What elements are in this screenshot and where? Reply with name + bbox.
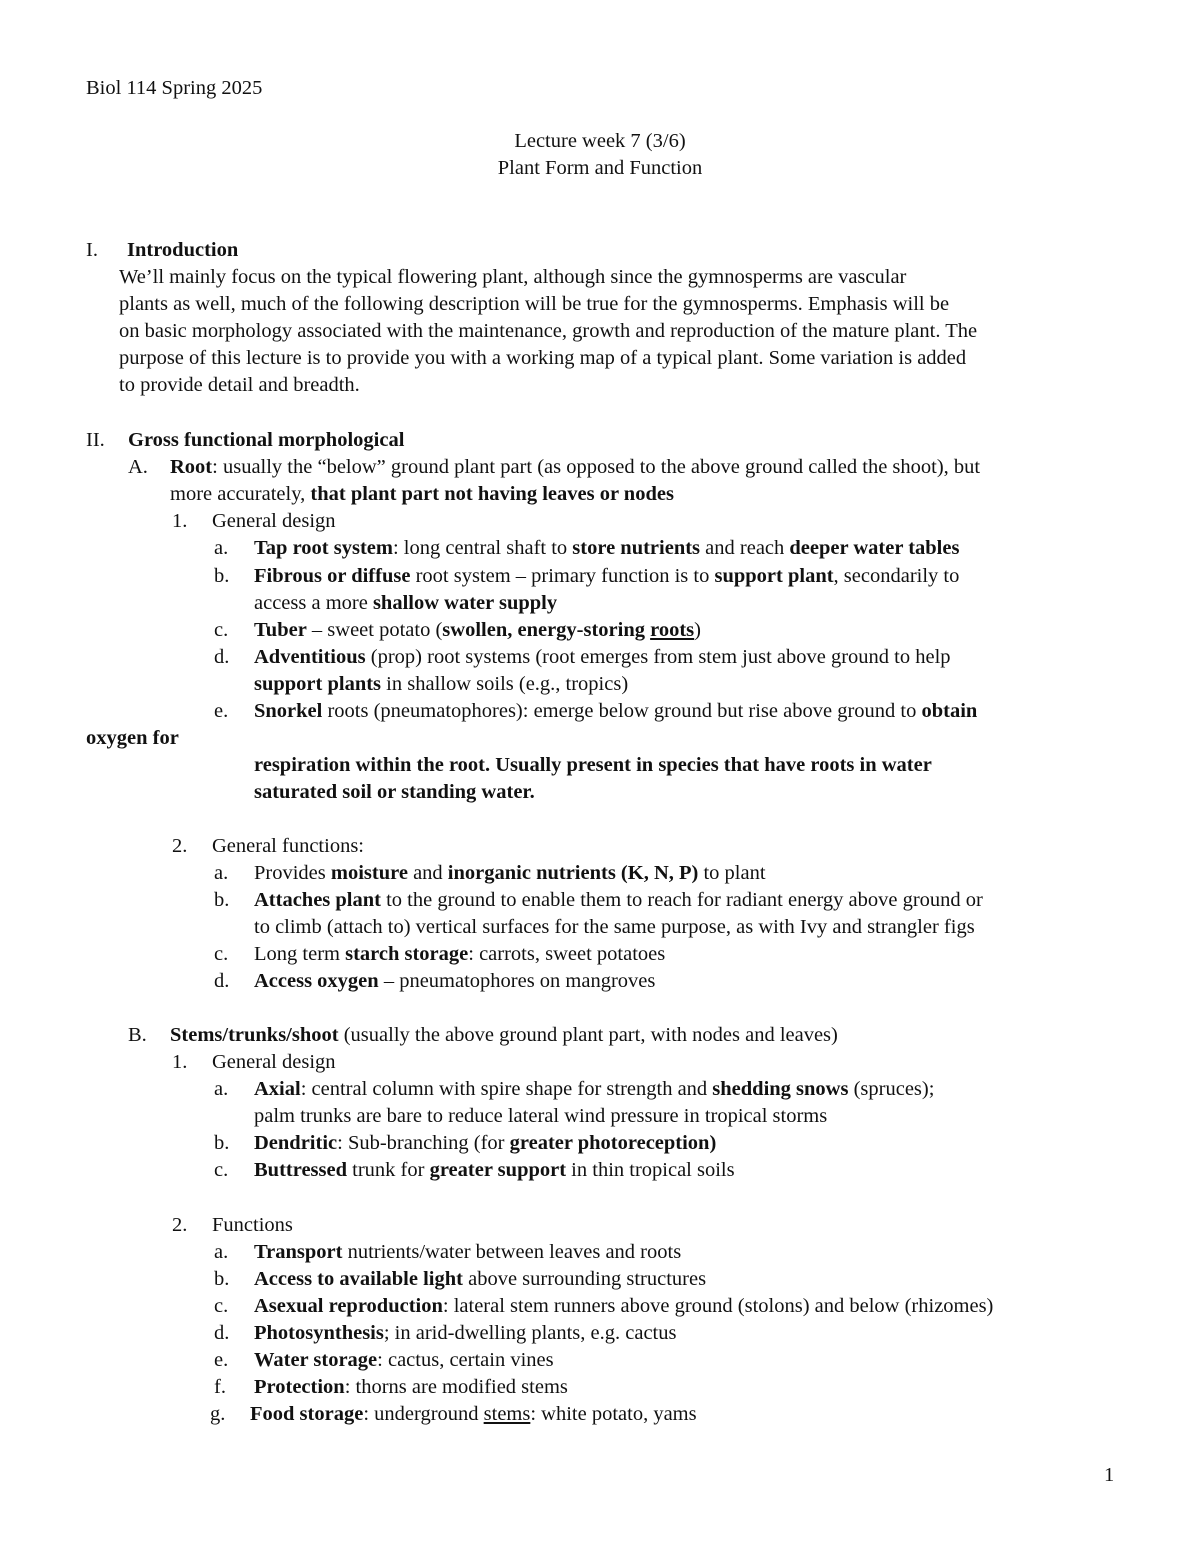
outline-label: e. <box>214 700 229 722</box>
subsection-title: General design <box>212 1051 336 1073</box>
outline-label: A. <box>128 456 148 478</box>
list-item: Asexual reproduction: lateral stem runners above ground (stolons) and below (rhizomes) <box>254 1295 994 1317</box>
outline-label: c. <box>214 1295 229 1317</box>
list-item: Attaches plant to the ground to enable them to reach for radiant energy above ground or <box>254 889 983 911</box>
list-item-continuation: support plants in shallow soils (e.g., tropics) <box>254 673 629 695</box>
course-header: Biol 114 Spring 2025 <box>86 77 263 99</box>
outline-label: c. <box>214 943 229 965</box>
subsection-title: General functions: <box>212 835 364 857</box>
lecture-title: Lecture week 7 (3/6) <box>514 130 686 152</box>
list-item: Adventitious (prop) root systems (root emerges from stem just above ground to help <box>254 646 951 668</box>
outline-label: b. <box>214 565 230 587</box>
list-item: Tap root system: long central shaft to store nutrients and reach deeper water tables <box>254 537 960 559</box>
outline-label: 1. <box>172 510 188 532</box>
list-item-continuation: saturated soil or standing water. <box>254 781 535 803</box>
outline-label: b. <box>214 1268 230 1290</box>
section-number: II. <box>86 429 105 451</box>
section-heading: Introduction <box>127 239 239 261</box>
root-definition-line: more accurately, that plant part not having leaves or nodes <box>170 483 674 505</box>
list-item-wrap: oxygen for <box>86 727 179 749</box>
paragraph-line: on basic morphology associated with the maintenance, growth and reproduction of the mature plant. The <box>119 320 978 342</box>
paragraph-line: plants as well, much of the following description will be true for the gymnosperms. Emphasis will be <box>119 293 950 315</box>
outline-label: B. <box>128 1024 147 1046</box>
list-item: Snorkel roots (pneumatophores): emerge below ground but rise above ground to obtain <box>254 700 978 722</box>
section-number: I. <box>86 239 98 261</box>
list-item: Tuber – sweet potato (swollen, energy-storing roots) <box>254 619 701 641</box>
page-number: 1 <box>1104 1464 1115 1486</box>
outline-label: a. <box>214 537 229 559</box>
outline-label: c. <box>214 1159 229 1181</box>
list-item: Protection: thorns are modified stems <box>254 1376 568 1398</box>
root-definition-line: Root: usually the “below” ground plant part (as opposed to the above ground called the shoot), but <box>170 456 981 478</box>
subsection-title: General design <box>212 510 336 532</box>
list-item: Axial: central column with spire shape for strength and shedding snows (spruces); <box>254 1078 935 1100</box>
outline-label: a. <box>214 1078 229 1100</box>
outline-label: g. <box>210 1403 226 1425</box>
list-item: Food storage: underground stems: white potato, yams <box>250 1403 697 1425</box>
list-item: Water storage: cactus, certain vines <box>254 1349 554 1371</box>
outline-label: 2. <box>172 835 188 857</box>
list-item: Access to available light above surrounding structures <box>254 1268 707 1290</box>
outline-label: b. <box>214 1132 230 1154</box>
outline-label: 2. <box>172 1214 188 1236</box>
list-item: Photosynthesis; in arid-dwelling plants, e.g. cactus <box>254 1322 677 1344</box>
outline-label: a. <box>214 1241 229 1263</box>
outline-label: e. <box>214 1349 229 1371</box>
list-item-continuation: respiration within the root. Usually present in species that have roots in water <box>254 754 932 776</box>
list-item-continuation: to climb (attach to) vertical surfaces for the same purpose, as with Ivy and strangler figs <box>254 916 975 938</box>
subsection-title: Functions <box>212 1214 293 1236</box>
list-item: Transport nutrients/water between leaves and roots <box>254 1241 682 1263</box>
outline-label: 1. <box>172 1051 188 1073</box>
paragraph-line: purpose of this lecture is to provide you with a working map of a typical plant. Some variation is added <box>119 347 967 369</box>
list-item: Fibrous or diffuse root system – primary function is to support plant, secondarily to <box>254 565 960 587</box>
stem-definition-line: Stems/trunks/shoot (usually the above ground plant part, with nodes and leaves) <box>170 1024 838 1046</box>
outline-label: d. <box>214 646 230 668</box>
list-item: Provides moisture and inorganic nutrients (K, N, P) to plant <box>254 862 766 884</box>
outline-label: f. <box>214 1376 226 1398</box>
paragraph-line: We’ll mainly focus on the typical flowering plant, although since the gymnosperms are vascular <box>119 266 907 288</box>
list-item: Access oxygen – pneumatophores on mangroves <box>254 970 656 992</box>
list-item: Long term starch storage: carrots, sweet potatoes <box>254 943 666 965</box>
lecture-subtitle: Plant Form and Function <box>497 157 703 179</box>
paragraph-line: to provide detail and breadth. <box>119 374 360 396</box>
outline-label: d. <box>214 1322 230 1344</box>
list-item-continuation: access a more shallow water supply <box>254 592 558 614</box>
list-item: Buttressed trunk for greater support in thin tropical soils <box>254 1159 735 1181</box>
outline-label: c. <box>214 619 229 641</box>
list-item: Dendritic: Sub-branching (for greater photoreception) <box>254 1132 717 1154</box>
list-item-continuation: palm trunks are bare to reduce lateral wind pressure in tropical storms <box>254 1105 828 1127</box>
outline-label: d. <box>214 970 230 992</box>
outline-label: a. <box>214 862 229 884</box>
outline-label: b. <box>214 889 230 911</box>
section-heading: Gross functional morphological <box>128 429 405 451</box>
